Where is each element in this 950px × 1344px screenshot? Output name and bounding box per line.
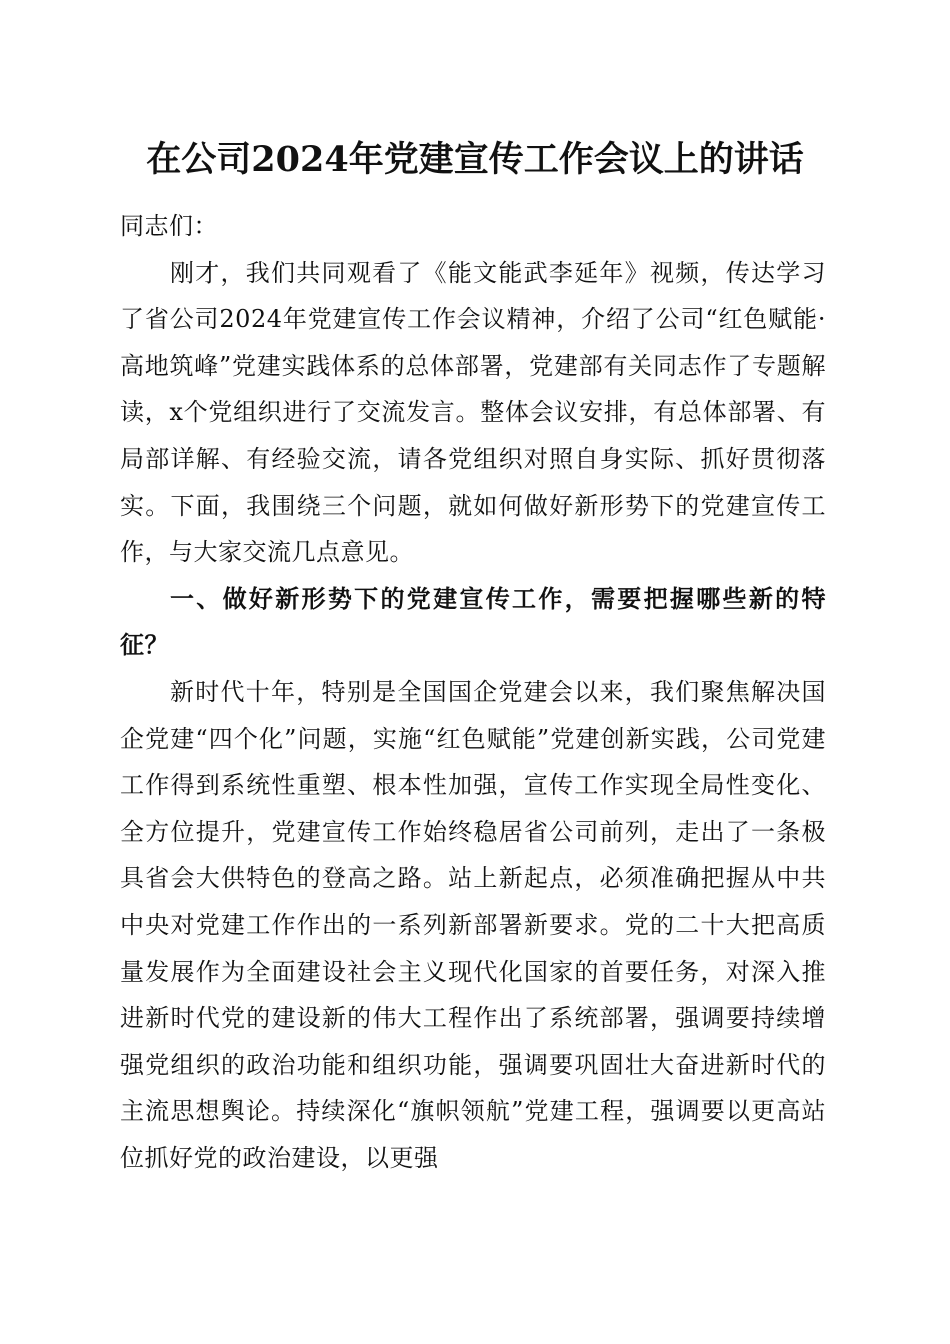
salutation: 同志们： <box>120 212 218 240</box>
paragraph-section-1: 新时代十年，特别是全国国企党建会以来，我们聚焦解决国企党建“四个化”问题，实施“红色赋能”党建创新实践，公司党建工作得到系统性重塑、根本性加强，宣传工作实现全局性变化、全方位提升，党建宣传工作始终稳居省公司前列，走出了一条极具省会大供特色的登高之路。站上新起点，必须准确把握从中共中央对党建工作作出的一系列新部署新要求。党的二十大把高质量发展作为全面建设社会主义现代化国家的首要任务，对深入推进新时代党的建设新的伟大工程作出了系统部署，强调要持续增强党组织的政治功能和组织功能，强调要巩固壮大奋进新时代的主流思想舆论。持续深化“旗帜领航”党建工程，强调要以更高站位抓好党的政治建设，以更强 <box>120 677 826 1172</box>
document-title: 在公司2024年党建宣传工作会议上的讲话 <box>146 139 804 180</box>
paragraph-intro: 刚才，我们共同观看了《能文能武李延年》视频，传达学习了省公司2024年党建宣传工作会议精神，介绍了公司“红色赋能·高地筑峰”党建实践体系的总体部署，党建部有关同志作了专题解读，x个党组织进行了交流发言。整体会议安排，有总体部署、有局部详解、有经验交流，请各党组织对照自身实际、抓好贯彻落实。下面，我围绕三个问题，就如何做好新形势下的党建宣传工作，与大家交流几点意见。 <box>120 258 826 567</box>
section-heading-1: 一、做好新形势下的党建宣传工作，需要把握哪些新的特征？ <box>120 584 826 660</box>
document-body <box>120 203 826 1181</box>
